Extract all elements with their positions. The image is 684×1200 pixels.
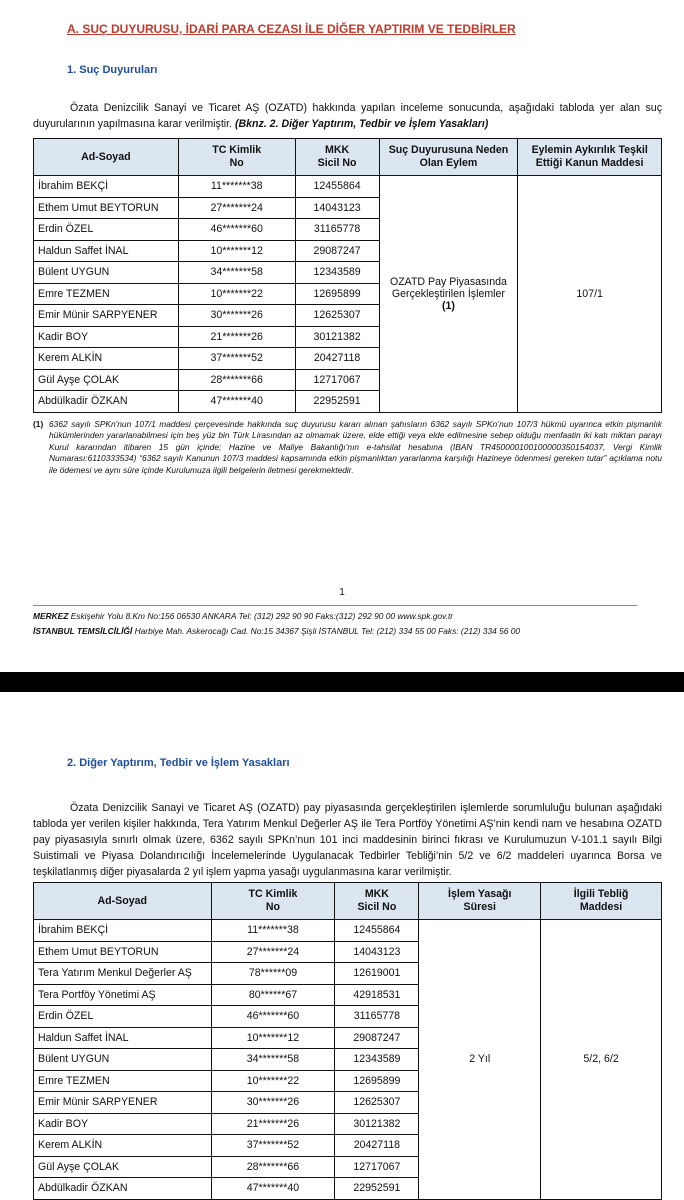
header-mkk-no: MKK Sicil No — [335, 883, 419, 920]
row-mkk-no: 20427118 — [295, 348, 379, 370]
row-mkk-no: 12455864 — [335, 920, 419, 942]
merged-action-cell — [379, 176, 518, 413]
row-name: Erdin ÖZEL — [34, 219, 179, 241]
footer-head-office-text: Eskişehir Yolu 8.Km No:156 06530 ANKARA Tel: (312) 292 90 90 Faks:(312) 292 90 00 www.spk.gov.tr — [68, 611, 454, 621]
row-mkk-no: 12695899 — [335, 1070, 419, 1092]
row-mkk-no: 20427118 — [335, 1135, 419, 1157]
criminal-complaints-table — [33, 138, 662, 413]
row-name: Tera Yatırım Menkul Değerler AŞ — [34, 963, 212, 985]
row-name: Ethem Umut BEYTORUN — [34, 197, 179, 219]
merged-action-cell-text: OZATD Pay Piyasasında Gerçekleştirilen İşlemler — [389, 275, 507, 300]
row-mkk-no: 42918531 — [335, 984, 419, 1006]
row-name: Emre TEZMEN — [34, 1070, 212, 1092]
row-name: Bülent UYGUN — [34, 262, 179, 284]
row-mkk-no: 12343589 — [295, 262, 379, 284]
row-tc-no: 11*******38 — [178, 176, 295, 198]
row-tc-no: 28*******66 — [211, 1156, 335, 1178]
row-mkk-no: 12625307 — [335, 1092, 419, 1114]
row-name: Ethem Umut BEYTORUN — [34, 941, 212, 963]
merged-article-cell — [518, 176, 662, 413]
footer-istanbul-text: Harbiye Mah. Askerocağı Cad. No:15 34367 Şişli İSTANBUL Tel: (212) 334 55 00 Faks: (212) 334 56 00 — [132, 626, 521, 636]
footnote-reference: (1) — [441, 299, 455, 312]
row-mkk-no: 22952591 — [335, 1178, 419, 1200]
intro-paragraph-2: Özata Denizcilik Sanayi ve Ticaret AŞ (OZATD) pay piyasasında gerçekleştirilen işlemlerde sorumluluğu bulunan aşağıdaki tabloda yer verilen kişiler hakkında, Tera Yatırım Menkul Değerler AŞ ile Tera Portföy Yönetimi AŞ’nin kendi nam ve hesabına OZATD pay piyasasıyla sınırlı olmak üzere, 6362 sayılı SPKn’nun 101 inci maddesinin birinci fıkrası ve Kurulumuzun V-101.1 sayılı Bilgi Suistimali ve Piyasa Dolandırıcılığı İncelemelerinde Uygulanacak Tedbirler Tebliği’nin 5/2 ve 6/2 maddeleri uyarınca Borsa ve teşkilatlanmış diğer piyasalarda 2 yıl işlem yapma yasağı uygulanmasına karar verilmiştir. — [33, 802, 662, 878]
table-row — [34, 176, 662, 198]
trading-ban-body — [34, 920, 662, 1200]
row-tc-no: 80******67 — [211, 984, 335, 1006]
page-2 — [0, 692, 684, 1199]
row-mkk-no: 14043123 — [295, 197, 379, 219]
row-mkk-no: 30121382 — [295, 326, 379, 348]
footer-divider — [33, 605, 637, 606]
footer-head-office-label: MERKEZ — [33, 611, 69, 621]
footnote — [33, 419, 662, 476]
row-name: İbrahim BEKÇİ — [34, 176, 179, 198]
subsection-title-1: 1. Suç Duyuruları — [67, 64, 158, 76]
row-tc-no: 46*******60 — [178, 219, 295, 241]
section-title: A. SUÇ DUYURUSU, İDARİ PARA CEZASI İLE DİĞER YAPTIRIM VE TEDBİRLER — [67, 22, 516, 36]
row-name: Gül Ayşe ÇOLAK — [34, 369, 179, 391]
row-mkk-no: 31165778 — [335, 1006, 419, 1028]
row-tc-no: 11*******38 — [211, 920, 335, 942]
merged-regulation-cell — [541, 920, 662, 1200]
header-tc-no: TC Kimlik No — [211, 883, 335, 920]
row-name: Haldun Saffet İNAL — [34, 240, 179, 262]
row-tc-no: 47*******40 — [178, 391, 295, 413]
header-tc-no: TC Kimlik No — [178, 139, 295, 176]
row-mkk-no: 12717067 — [335, 1156, 419, 1178]
row-mkk-no: 12455864 — [295, 176, 379, 198]
row-tc-no: 27*******24 — [211, 941, 335, 963]
subsection-title-2: 2. Diğer Yaptırım, Tedbir ve İşlem Yasakları — [67, 757, 290, 769]
header-name: Ad-Soyad — [34, 139, 179, 176]
header-article: Eylemin Aykırılık Teşkil Ettiği Kanun Maddesi — [518, 139, 662, 176]
row-tc-no: 21*******26 — [211, 1113, 335, 1135]
row-name: Emre TEZMEN — [34, 283, 179, 305]
row-tc-no: 28*******66 — [178, 369, 295, 391]
row-name: Abdülkadir ÖZKAN — [34, 391, 179, 413]
row-tc-no: 37*******52 — [211, 1135, 335, 1157]
row-tc-no: 78******09 — [211, 963, 335, 985]
criminal-complaints-body — [34, 176, 662, 413]
intro-paragraph-1 — [33, 100, 662, 132]
row-mkk-no: 12343589 — [335, 1049, 419, 1071]
row-mkk-no: 12717067 — [295, 369, 379, 391]
row-mkk-no: 31165778 — [295, 219, 379, 241]
row-mkk-no: 14043123 — [335, 941, 419, 963]
row-tc-no: 46*******60 — [211, 1006, 335, 1028]
row-tc-no: 10*******22 — [178, 283, 295, 305]
row-tc-no: 27*******24 — [178, 197, 295, 219]
intro-paragraph-1-text: Özata Denizcilik Sanayi ve Ticaret AŞ (OZATD) hakkında yapılan inceleme sonucunda, aşağıdaki tabloda yer alan suç duyurularının yapılmasına karar verilmiştir. — [33, 102, 662, 130]
row-name: Kadir BOY — [34, 1113, 212, 1135]
footer-istanbul-office — [33, 626, 520, 636]
row-tc-no: 10*******22 — [211, 1070, 335, 1092]
table-header-row — [34, 883, 662, 920]
row-name: Erdin ÖZEL — [34, 1006, 212, 1028]
trading-ban-table — [33, 882, 662, 1200]
merged-duration-cell — [419, 920, 541, 1200]
row-name: Emir Münir SARPYENER — [34, 1092, 212, 1114]
row-tc-no: 10*******12 — [178, 240, 295, 262]
row-name: Emir Münir SARPYENER — [34, 305, 179, 327]
row-name: Abdülkadir ÖZKAN — [34, 1178, 212, 1200]
merged-duration-cell-text: 2 Yıl — [469, 1053, 491, 1066]
row-name: Bülent UYGUN — [34, 1049, 212, 1071]
row-tc-no: 30*******26 — [211, 1092, 335, 1114]
footnote-mark: (1) — [33, 419, 44, 429]
row-name: Tera Portföy Yönetimi AŞ — [34, 984, 212, 1006]
row-mkk-no: 12695899 — [295, 283, 379, 305]
header-ban-duration: İşlem Yasağı Süresi — [419, 883, 541, 920]
table-row — [34, 920, 662, 942]
footer-head-office — [33, 611, 453, 621]
row-mkk-no: 12625307 — [295, 305, 379, 327]
row-name: Gül Ayşe ÇOLAK — [34, 1156, 212, 1178]
row-tc-no: 30*******26 — [178, 305, 295, 327]
paragraph-reference: (Bknz. 2. Diğer Yaptırım, Tedbir ve İşlem Yasakları) — [234, 118, 489, 130]
header-mkk-no: MKK Sicil No — [295, 139, 379, 176]
page-number: 1 — [339, 587, 345, 598]
row-tc-no: 34*******58 — [178, 262, 295, 284]
row-mkk-no: 22952591 — [295, 391, 379, 413]
merged-regulation-cell-text: 5/2, 6/2 — [583, 1053, 619, 1066]
footnote-text: 6362 sayılı SPKn'nun 107/1 maddesi çerçevesinde hakkında suç duyurusu kararı alınan şahısların 6362 sayılı SPKn’nun 107/3 hükmü uyarınca etkin pişmanlık hükümlerinden yararlanabilmesi için beş yüz bin Türk Lirasından az olmamak üzere, elde ettiği veya elde edilmesine sebep olduğu menfaatin iki katı miktarı parayı Kurul kararından itibaren 15 gün içinde; Hazine ve Maliye Bakanlığı’nın e-tahsilat hesabına (IBAN TR450000100100000350154037, Vergi Kimlik Numarası:6110333534) “6362 sayılı Kanunun 107/3 maddesi kapsamında etkin pişmanlıktan yararlanma karşılığı Hazineye ödenmesi gereken tutar” açıklama notu ile ödemesi ve aynı süre içinde Kurulumuza ilgili belgelerin iletmesi gerekmektedir. — [49, 419, 662, 475]
row-mkk-no: 12619001 — [335, 963, 419, 985]
header-name: Ad-Soyad — [34, 883, 212, 920]
row-tc-no: 47*******40 — [211, 1178, 335, 1200]
row-mkk-no: 29087247 — [295, 240, 379, 262]
table-header-row — [34, 139, 662, 176]
row-name: Haldun Saffet İNAL — [34, 1027, 212, 1049]
footer-istanbul-label: İSTANBUL TEMSİLCİLİĞİ — [33, 626, 133, 636]
header-regulation-article: İlgili Tebliğ Maddesi — [541, 883, 662, 920]
row-tc-no: 34*******58 — [211, 1049, 335, 1071]
row-mkk-no: 30121382 — [335, 1113, 419, 1135]
row-tc-no: 37*******52 — [178, 348, 295, 370]
row-name: Kerem ALKİN — [34, 1135, 212, 1157]
header-action: Suç Duyurusuna Neden Olan Eylem — [379, 139, 518, 176]
row-name: Kadir BOY — [34, 326, 179, 348]
row-name: İbrahim BEKÇİ — [34, 920, 212, 942]
merged-article-cell-text: 107/1 — [576, 287, 603, 300]
page-separator — [0, 672, 684, 692]
row-tc-no: 10*******12 — [211, 1027, 335, 1049]
row-mkk-no: 29087247 — [335, 1027, 419, 1049]
row-name: Kerem ALKİN — [34, 348, 179, 370]
row-tc-no: 21*******26 — [178, 326, 295, 348]
